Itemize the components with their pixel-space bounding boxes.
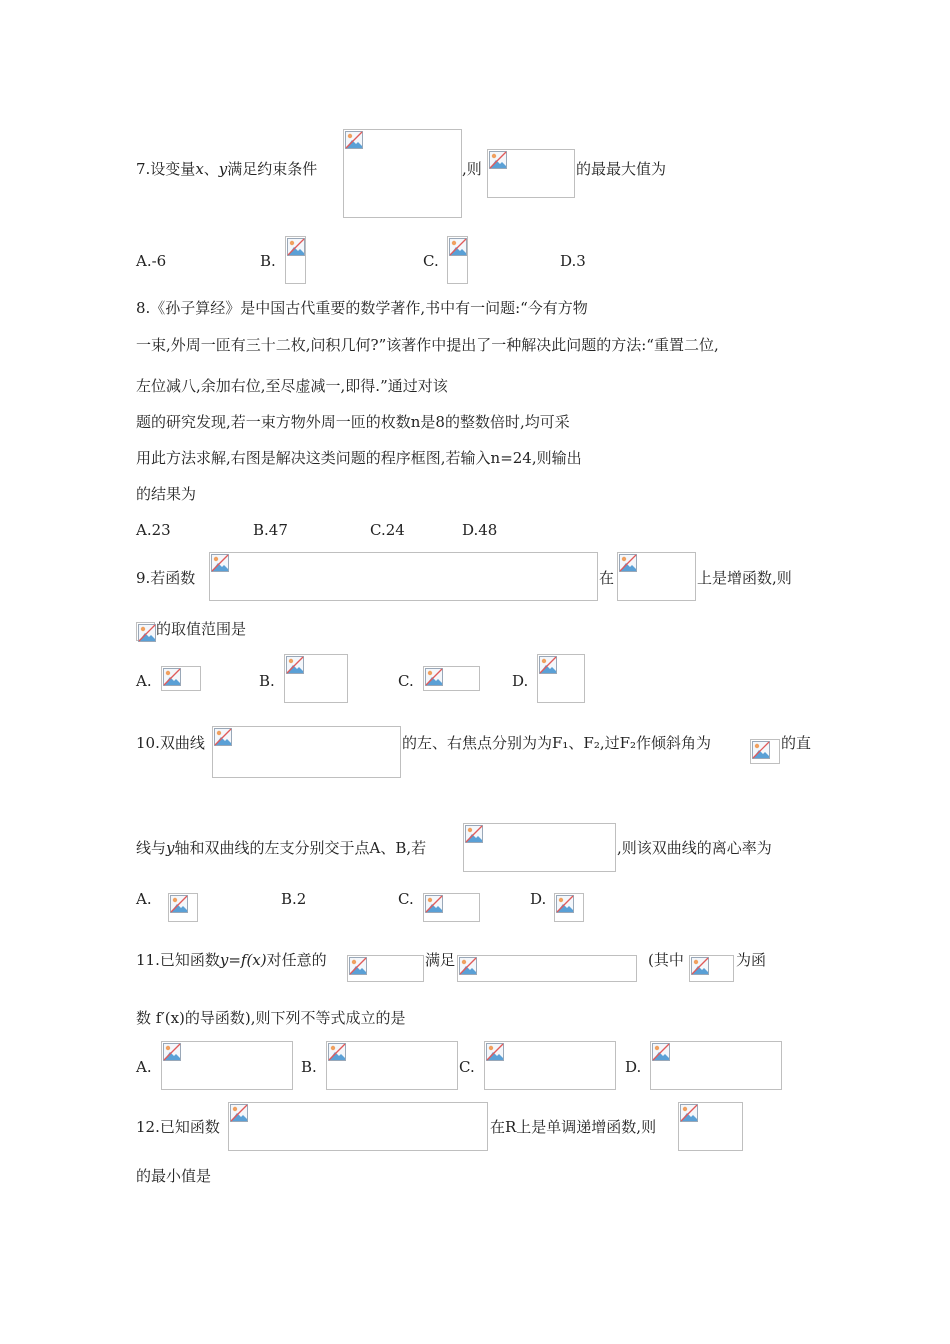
q11-mid3: (其中 xyxy=(648,951,684,969)
q8-line-4: 题的研究发现,若一束方物外周一匝的枚数n是8的整数倍时,均可采 xyxy=(136,413,570,431)
q9-tail: 上是增函数,则 xyxy=(697,569,792,587)
q10-option-c-image xyxy=(423,893,480,922)
q10-option-b: B.2 xyxy=(281,890,307,908)
q11-option-b-image xyxy=(326,1041,458,1090)
q8-line-3: 左位减八,余加右位,至尽虚减一,即得.”通过对该 xyxy=(136,377,448,395)
q9-interval-image xyxy=(617,552,696,601)
q11-line-2: 数 f′(x)的导函数),则下列不等式成立的是 xyxy=(136,1009,406,1027)
q10-tail: 的直 xyxy=(781,734,812,752)
q9-option-d: D. xyxy=(512,672,529,690)
q11-option-b: B. xyxy=(301,1058,317,1076)
q10-option-d: D. xyxy=(530,890,547,908)
q11-inequality-image xyxy=(457,955,637,982)
q7-option-a: A.-6 xyxy=(136,252,167,270)
q12-expression-image xyxy=(678,1102,743,1151)
q7-objective-image xyxy=(487,149,575,198)
q11-option-d: D. xyxy=(625,1058,642,1076)
q8-option-b: B.47 xyxy=(253,521,288,539)
q12-line-2: 的最小值是 xyxy=(136,1167,212,1185)
q9-function-image xyxy=(209,552,598,601)
q10-prefix: 10.双曲线 xyxy=(136,734,205,752)
q12-mid: 在R上是单调递增函数,则 xyxy=(490,1118,657,1136)
q8-line-1: 8.《孙子算经》是中国古代重要的数学著作,书中有一问题:“今有方物 xyxy=(136,299,588,317)
q11-tail: 为函 xyxy=(736,951,767,969)
q9-mid: 在 xyxy=(599,569,615,587)
q9-option-a: A. xyxy=(136,672,152,690)
q9-option-d-image xyxy=(537,654,585,703)
q10-line-2-tail: ,则该双曲线的离心率为 xyxy=(617,839,772,857)
q11-domain-image xyxy=(347,955,424,982)
q9-option-b: B. xyxy=(259,672,275,690)
q10-option-a: A. xyxy=(136,890,152,908)
q9-option-b-image xyxy=(284,654,348,703)
q10-option-c: C. xyxy=(398,890,414,908)
q7-option-c: C. xyxy=(423,252,439,270)
q11-option-a-image xyxy=(161,1041,293,1090)
q11-option-a: A. xyxy=(136,1058,152,1076)
q7-option-b: B. xyxy=(260,252,276,270)
q10-condition-image xyxy=(463,823,616,872)
q7-option-b-image xyxy=(285,236,306,284)
q9-option-c: C. xyxy=(398,672,414,690)
q11-option-d-image xyxy=(650,1041,782,1090)
q9-option-c-image xyxy=(423,666,480,691)
q7-constraint-image xyxy=(343,129,462,218)
q11-derivative-image xyxy=(689,955,734,982)
q10-mid: 的左、右焦点分别为为F₁、F₂,过F₂作倾斜角为 xyxy=(402,734,712,752)
q8-line-6: 的结果为 xyxy=(136,485,197,503)
q8-option-c: C.24 xyxy=(370,521,405,539)
q8-line-2: 一束,外周一匝有三十二枚,问积几何?”该著作中提出了一种解决此问题的方法:“重置二位, xyxy=(136,336,719,354)
q7-tail: 的最最大值为 xyxy=(576,160,667,178)
q9-line-2: 的取值范围是 xyxy=(156,620,247,638)
q7-option-d: D.3 xyxy=(560,252,586,270)
q11-option-c: C. xyxy=(459,1058,475,1076)
q10-angle-image xyxy=(750,739,780,764)
q12-function-image xyxy=(228,1102,488,1151)
q10-line-2: 线与y轴和双曲线的左支分别交于点A、B,若 xyxy=(136,839,427,857)
q12-prefix: 12.已知函数 xyxy=(136,1118,220,1136)
q10-option-a-image xyxy=(168,893,198,922)
q7-option-c-image xyxy=(447,236,468,284)
q8-line-5: 用此方法求解,右图是解决这类问题的程序框图,若输入n=24,则输出 xyxy=(136,449,582,467)
q11-option-c-image xyxy=(484,1041,616,1090)
q7-line: 7.设变量x、y满足约束条件 xyxy=(136,160,318,178)
q11-prefix: 11.已知函数y=f(x)对任意的 xyxy=(136,951,327,969)
q10-hyperbola-image xyxy=(212,726,401,778)
q8-option-d: D.48 xyxy=(462,521,498,539)
q8-option-a: A.23 xyxy=(136,521,171,539)
q11-mid2: 满足 xyxy=(425,951,456,969)
q7-then: ,则 xyxy=(462,160,482,178)
q9-option-a-image xyxy=(161,666,201,691)
q9-param-image xyxy=(136,622,155,641)
q9-prefix: 9.若函数 xyxy=(136,569,196,587)
q10-option-d-image xyxy=(554,893,584,922)
